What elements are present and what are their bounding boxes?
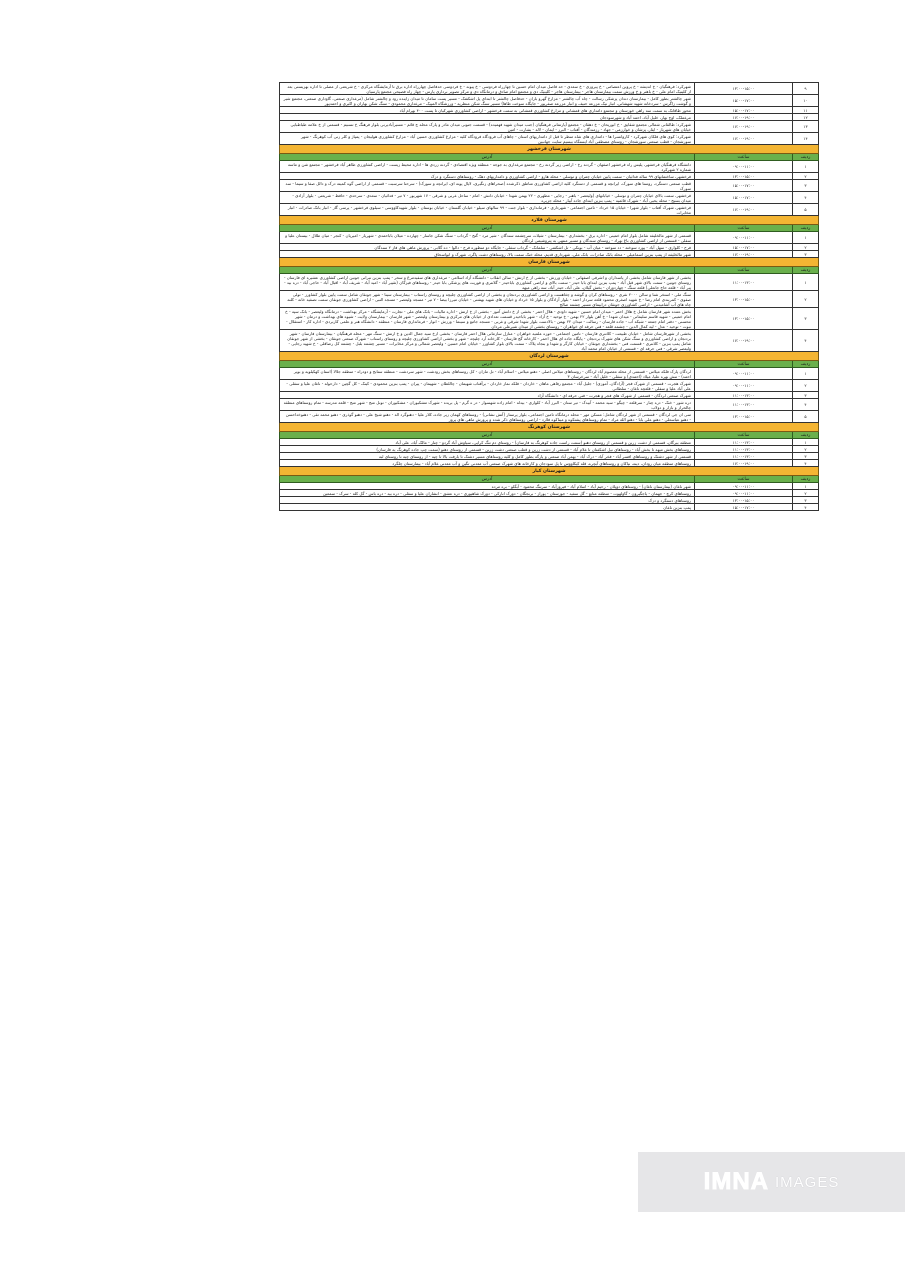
address-cell: دره شور - خنک - دره چنار - سرقلعه - چیگو - سید محمد - آبیدک - تیر ستان - البرز آباد - کلواری - بیدله - امام زاده شهسوار - در ه گرم - پل بریده - شهرک مشکبوران - مشکبوران - تونل منج - شهر منج - قلعه مدرسه - تمام روستاهای منطقه چالحراز و بازار و دولاب	[280, 399, 695, 411]
time-range: ۱۷:۰۰-۱۹:۰۰	[695, 204, 793, 216]
time-range: ۱۷:۰۰-۱۹:۰۰	[695, 251, 793, 258]
address-cell: روستاهای بخش میهه تا بخش آباد - روستاهای نیل اشکفتان تا غلام آباد - قسمتی از دشت زرین و قطب صنعتی دشت زرین - قسمتی از روستای دهنو (سمت چپ جاده کوهرنگ به فارسان)	[280, 446, 695, 453]
address-cell: شهرکرد: کوی های فلکان شهرکرد - کاروانسرا ها - دامداری های شاه منظر تا قبل از دامداریهای استان - چاهای آب فرودگاه فرودگاه کلیه - مزارع کشاورزی حسین آباد - مزارع کشاورزی هولیجان - پمپاژ و کلر زنی آب کوهرنگ - شهر سورشجان - قطب صنعتی سورشجان - روستای مصطفی آباد ایستگاه بیسیم سایت جهانبین	[280, 133, 695, 145]
time-range: ۱۱:۰۰-۱۳:۰۰	[695, 446, 793, 453]
row-number: ۳	[793, 308, 819, 330]
table-row	[280, 204, 819, 216]
time-range: ۱۱:۰۰-۱۳:۰۰	[695, 392, 793, 399]
table-row	[280, 380, 819, 392]
time-range: ۱۱:۰۰-۱۳:۰۰	[695, 453, 793, 460]
schedule-table	[279, 82, 819, 511]
table-header-row	[280, 361, 819, 368]
row-number: ۱۰	[793, 95, 819, 107]
address-cell: بخشی از شهر فارسان شامل بخشی از پاسداران و اشرفی اصفهانی - خیابان ورزش - بخشی از خ ارتش - سالن انقلاب - دانشگاه آزاد اسلامی - مرغداری های سفیدمرغ و سحر - پمپ بنزین نیرانی جونین اراضی کشاورزی عشیره ای فارسان - روستای جونین - سمت بالای شهر قبل آباد - پمپ بنزین ابتدای بابا حیدر - سمت بالای و اراضی کشاورزی باباحیدر - گلانتری و فوریت های پزشکی بابا حیدر - روستاهای فیزگان (تقییر آباد - امید آباد - شریف آباد - اقبال آباد - حاجی آباد - دره بید - پیر آباد - قلعه حاج جانعلی) قلعه سنگ - چهاردوران - بخش گیلان، علی آباد، حیدر آباد، سه راهی میهه	[280, 274, 695, 291]
header-row-number: ردیف	[793, 154, 819, 161]
table-row	[280, 308, 819, 330]
time-range: ۱۵:۰۰-۱۷:۰۰	[695, 95, 793, 107]
header-address: آدرس	[280, 476, 695, 483]
header-row-number: ردیف	[793, 225, 819, 232]
county-section-title	[280, 216, 819, 225]
time-range: ۱۵:۰۰-۱۷:۰۰	[695, 192, 793, 204]
header-time: ساعت	[695, 267, 793, 274]
table-row	[280, 483, 819, 490]
row-number: ۳	[793, 392, 819, 399]
imna-logo: IMNA	[703, 1168, 769, 1195]
row-number: ۳	[793, 180, 819, 192]
row-number: ۳	[793, 497, 819, 504]
table-row	[280, 83, 819, 95]
time-range: ۱۷:۰۰-۱۹:۰۰	[695, 460, 793, 467]
table-row	[280, 161, 819, 173]
time-range: ۱۷:۰۰-۱۹:۰۰	[695, 133, 793, 145]
address-cell: قسمتی از شهر مالخلیفه شامل بلوار امام خمینی - اداره برق - بخشداری - بیمارستان - شیلات سرچشمه سندگان - شیر مرد - گنج - گرداب - سنگ شکن جاسار - چهارده - میلان باباحمدی - شهریار - امیریان - کنجر - میان طلال - بیستان علیا و سفلی - قسمتی از اراضی کشاورزی باغ بهراد - روستای سندگان و مسیر منتهی به پتروشیمی لردگان	[280, 232, 695, 244]
table-row	[280, 392, 819, 399]
table-header-row	[280, 432, 819, 439]
county-section-title	[280, 258, 819, 267]
address-cell: شهرک صنعتی لردگان - قسمتی از شهرک های فجر و هجرت - فنی حرفه ای - دانشگاه آزاد	[280, 392, 695, 399]
table-row	[280, 244, 819, 251]
time-range: ۱۱:۰۰-۱۳:۰۰	[695, 439, 793, 446]
time-range: ۱۳:۰۰-۱۵:۰۰	[695, 291, 793, 308]
blackout-schedule-document	[280, 82, 819, 511]
county-section-title	[280, 352, 819, 361]
header-time: ساعت	[695, 154, 793, 161]
table-row	[280, 399, 819, 411]
county-title: شهرستان فارسان	[280, 258, 819, 267]
table-row	[280, 107, 819, 114]
table-row	[280, 114, 819, 121]
table-row	[280, 453, 819, 460]
header-time: ساعت	[695, 432, 793, 439]
table-row	[280, 173, 819, 180]
table-header-row	[280, 267, 819, 274]
time-range: ۱۳:۰۰-۱۵:۰۰	[695, 173, 793, 180]
table-row	[280, 251, 819, 258]
row-number: ۱۴	[793, 133, 819, 145]
address-cell: فرخشهر، سمت بالای خیابان چمران و توسلی - خیابانهای (ولیعصر - باهنر - رجایی - مطهری - ۲۲ بهمن شهدا - خیابان دانش - امام - ساحل غربی و شرقی - ۱۷ شهریور - ۷ تیر - فدائیان - سعدی - سرحدی - حافظ - شریعتی - بلوار آزادی - میدان بسیج - محله یحیی آباد - شهرک قائمیه - پمپ بنزین ابتدای جاده آبیار - محله جزیره	[280, 192, 695, 204]
address-cell: لردگان پارک فلکه میلاس - قسمتی از محله معصوم آباد لردگان - روستاهای میلاس اصلی - دهنو میلاس - اسلام آباد - تل مازان - کل روستاهای بخش رودشت - شهر سردشت - منطقه ستانح و دودراه - منطقه جلالا (استان کهکیلویه و بویر احمد) - تنش بهره علیا، میلاد (احمدی) و سفلی - خلیل آباد - سرخرسان ۳	[280, 368, 695, 380]
row-number: ۹	[793, 83, 819, 95]
header-row-number: ردیف	[793, 361, 819, 368]
header-time: ساعت	[695, 361, 793, 368]
row-number: ۱۱	[793, 107, 819, 114]
address-cell: سی ان جی لردگان - قسمتی از شهر لردگان شامل: مسکن مهر - محله درمانگاه تامین اجتماعی، بلوار پرستار (آتش نشانی) - روستاهای کهمان زیر جاده، کلار علیا - دهنوگرد اله - دهنو شیخ علی - دهنو گوذری - دهنو محمد تقی - دهنوخداحسن - دهنو عباسعلی - دهنو علی بابا - دهنو الله مراد - تمام روستاهای پشتکوه و میناکوه فلارد - اراضی روستاهای ذکر شده و پرورش ماهی های پروز	[280, 411, 695, 423]
address-cell: محور طاقانک به سمت سه راهی خوزستان و مجتمع دامداری های قمشانی و مزارع کشاورزی قمشانی به سمت فرخشهر - اراضی کشاورزی شهرکیان تا پست ۴۰۰ بهرام آباد	[280, 107, 695, 114]
row-number: ۴	[793, 399, 819, 411]
row-number: ۳	[793, 453, 819, 460]
row-number: ۱	[793, 274, 819, 291]
table-row	[280, 95, 819, 107]
county-title: شهرستان فرخشهر	[280, 145, 819, 154]
header-address: آدرس	[280, 267, 695, 274]
address-cell: شهرکرد: فرهنگیان - خ اندیشه - خ پروین اعتصامی - خ پیروزی - خ سعدی - حد فاصل میدان امام حسین تا چهارراه فردوسی - خ پیوند - خ فردوسی حدفاصل چهارراه اداره برق تا آزمایشگاه مرکزی - خ شریعتی از مصلی تا اداره بهزیستی بعد از کلینیک امام علی - خ باهنر و خ ورزش سمت بیمارستان هاجر - بیمارستان هاجر - کلینیک دی و مجتمع امام صادق و درمانگاه دی و مرکز تصویر برداری پارس - چهار راه فصیحی مجتمع پارسیان	[280, 83, 695, 95]
header-address: آدرس	[280, 361, 695, 368]
address-cell: شهر ناغان (بیمارستان ناغان) - روستاهای دوپلان - رحیم آباد - اسلام آباد - فیروزآباد - سرتنگ محمود - آبگلو - بره مرده	[280, 483, 695, 490]
row-number: ۲	[793, 291, 819, 308]
table-row	[280, 180, 819, 192]
table-row	[280, 330, 819, 352]
table-row	[280, 490, 819, 497]
table-row	[280, 439, 819, 446]
time-range: ۱۳:۰۰-۱۵:۰۰	[695, 411, 793, 423]
address-cell: مرغملک، اوج بهار، خلیل آباد، احمد آباد و شهرسودجان	[280, 114, 695, 121]
address-cell: فرخشهر، شهرک آفتاب - بلوار شهرا - خیابان ۱۵ خرداد - تامین اجتماعی - شهرداری - فرمانداری - بلوار جنت - ۹۹ سالهای سیلو - خیابان گلستان - خیابان بوستان - بلوار شهیدکاووسی - سیلوی فرخشهر - پرسی گاز - انبار بانک صادرات - انبار مخابرات	[280, 204, 695, 216]
row-number: ۲	[793, 173, 819, 180]
row-number: ۴	[793, 504, 819, 511]
time-range: ۱۵:۰۰-۱۷:۰۰	[695, 244, 793, 251]
schedule-table-body	[280, 83, 819, 511]
time-range: ۱۷:۰۰-۱۹:۰۰	[695, 330, 793, 352]
table-row	[280, 121, 819, 133]
time-range: ۰۹:۰۰-۱۱:۰۰	[695, 483, 793, 490]
header-address: آدرس	[280, 432, 695, 439]
time-range: ۱۷:۰۰-۱۹:۰۰	[695, 114, 793, 121]
row-number: ۱	[793, 161, 819, 173]
time-range: ۱۵:۰۰-۱۷:۰۰	[695, 504, 793, 511]
table-header-row	[280, 225, 819, 232]
header-row-number: ردیف	[793, 267, 819, 274]
row-number: ۴	[793, 192, 819, 204]
imna-images-watermark	[638, 1152, 905, 1212]
row-number: ۲	[793, 446, 819, 453]
row-number: ۱۳	[793, 121, 819, 133]
time-range: ۰۹:۰۰-۱۱:۰۰	[695, 490, 793, 497]
table-row	[280, 274, 819, 291]
table-row	[280, 291, 819, 308]
row-number: ۲	[793, 380, 819, 392]
row-number: ۴	[793, 330, 819, 352]
address-cell: شهرکرد: طالقانی شمالی مجتمع شقایق - خ ابوریحان - خ دهقان - مجتمع آپارتمانی فرهنگیان (جنب میدان شهید فهمیده) - قسمت جنوبی میدان مادر و پارک محله ج قائم - مسیرآبادیرنی بلوار فرهنگ خ تسنیم - قسمتی از خ علامه طباطبایی خیابان های شهریار - ایثار، پزشان و خوارزمی - جهاد - رزمندگان - آفتاب - البرز - ایمان - لاله - بشارت - امین	[280, 121, 695, 133]
table-row	[280, 497, 819, 504]
time-range: ۱۵:۰۰-۱۷:۰۰	[695, 107, 793, 114]
county-title: شهرستان کیار	[280, 467, 819, 476]
address-cell: سنگ ملی - استخر شنا و سالن ۲۰۰۰ نفری - روستاهای کران و گوشه و چغاهست و اراضی کشاورزی بردنجان و بخشی از اراضی کشاورزی چلیچه و روستای راستاب - بیمارستان سینا - شهر جونقان شامل سمت پایین بلوار کشاورز - تولی صفوی - کمربندی امام رضا - خ شهید اصغری محمود قلعه سردار احمد - بلوار آزادگان و بلوار ۱۵ خرداد و خیابان های شهید بهشتی - خیابان میرزا بیضا - ۷ تیر - مسجد ولیعصر - مسجد النبی - اراضی کشاورزی جونقان سمت تصفیه خانه - کلنه چاه های آب آشامیدنی - اراضی کشاورزی جونقان درابیمای مسیر چشمه صالح	[280, 291, 695, 308]
row-number: ۴	[793, 460, 819, 467]
header-address: آدرس	[280, 225, 695, 232]
images-label: IMAGES	[774, 1173, 840, 1191]
table-row	[280, 232, 819, 244]
row-number: ۲	[793, 244, 819, 251]
address-cell: بخش عمده شهر فارسان شامل خ هلال احمر - میدان امام حسین - شهید داودی - هلال احمر - بخشی از خ دانش آموز - بخشی از خ ارتش - اداره مالیات - بانک های ملی - تجارت - آزمایشگاه - مرکز بهداشت - درمانگاه ولیعصر - بانک سپه - خ امام خمینی - شهید قاسم سلیمانی - میدان شهدا - خ آهن بلوار ۲۲ بهمن - خ توحید - خ آزاد - شهر باباحیدر قسمت تعدادی از خیابان های مرکزی و بیمارستان ولیعصر - شهر فارسان - بیمارستان ولایت - شیوه های بهداشت و درمان - شهر محسنی - دفتر امام جمعه - شبکه آب - جاده فارسان - رسالت - میدان ۲۲ بهمن - بالادست بلوار شهدا شرقی و غربی - مسجد جامع و سینما - ورزش - انوار - فرمانداری فارسان - منطقه - دانشگاه هنر و علمی کاربردی - اداره کار - استقلال - نبوت - توحید - عدل - لیه کمال الدین - چشمه قلعه - فنی حرفه ای خواهران - روستای بخشی از میدان شیرعلی مردان	[280, 308, 695, 330]
row-number: ۱۲	[793, 114, 819, 121]
table-row	[280, 192, 819, 204]
address-cell: شهرک هجرت - قسمتی از شهرک فجر (آزادگان، آموزی) - جلیل آباد - مجتمع رفاهی ماهان - خاردان - فلکه نماز خاردان - برآفتاب شهیمان - چاللطان - شهیمان - پیران - پمپ بنزین محمودی - کینک - کل گچین - دارحوله - ناغان علیا و سفلی - علی آباد علیا و سفلی - قلعچه ناغان - سلطانی	[280, 380, 695, 392]
row-number: ۱	[793, 439, 819, 446]
time-range: ۱۱:۰۰-۱۳:۰۰	[695, 399, 793, 411]
table-header-row	[280, 154, 819, 161]
time-range: ۱۵:۰۰-۱۷:۰۰	[695, 180, 793, 192]
table-row	[280, 460, 819, 467]
time-range: ۱۳:۰۰-۱۵:۰۰	[695, 308, 793, 330]
row-number: ۵	[793, 411, 819, 423]
header-row-number: ردیف	[793, 476, 819, 483]
table-row	[280, 411, 819, 423]
address-cell: فرخشهر، ساختمانهای ۹۹ ساله فدائیان - سمت پایین خیابان چمران و توسلی - محله هارو - اراضی کشاورزی و دامداریهای دهک - روستاهای دستگرد و دزک	[280, 173, 695, 180]
table-row	[280, 133, 819, 145]
county-section-title	[280, 145, 819, 154]
row-number: ۵	[793, 204, 819, 216]
address-cell: روستاهای دستگرد و دزک	[280, 497, 695, 504]
table-row	[280, 446, 819, 453]
header-time: ساعت	[695, 476, 793, 483]
address-cell: منطقه بیرگان، قسمتی از دشت زرین و قسمتی از روستای دهنو (سمت راست جاده کوهرنگ به فارسان) - روستای دم تنگ کرایی، سیاوش آباد گردو - چنار - مالک آباد، علی آباد	[280, 439, 695, 446]
address-cell: روستاهای منطقه میان رودان، دینه، نیاکان و روستاهای آبچره، قله کیکاووس تا پل سودجان و کارخانه های شهرک صنعتی آب معدنی تگین و آب معدنی غلام آباد - بیمارستان چلگرد	[280, 460, 695, 467]
time-range: ۱۷:۰۰-۱۹:۰۰	[695, 121, 793, 133]
row-number: ۱	[793, 368, 819, 380]
row-number: ۳	[793, 251, 819, 258]
header-time: ساعت	[695, 225, 793, 232]
time-range: ۰۹:۰۰-۱۱:۰۰	[695, 232, 793, 244]
row-number: ۱	[793, 232, 819, 244]
address-cell: دانشگاه فرهنگیان فرخشهر، پلیس راه فرخشهر اصفهان - گردنه رخ - اراضی زیر گردنه رخ - مجتمع مرغداری به جوجه - منطقه ویژه اقتصادی - گردنه زردی ها - اداره محیط زیست - اراضی کشاورزی طاهر آباد فرخشهر - مجتمع شن و ماسه شماره ۲ شهرکرد	[280, 161, 695, 173]
address-cell: پمپ بنزین ناغان	[280, 504, 695, 511]
header-row-number: ردیف	[793, 432, 819, 439]
row-number: ۲	[793, 490, 819, 497]
header-address: آدرس	[280, 154, 695, 161]
address-cell: بخشی از شهرفارسان شامل - خیابان طبیعت - کلانتری فارسان - تامین اجتماعی - حوزه علمیه خواهران - منازل سازمانی هلال احمر فارسان - بخشی ازخ سید جمال الدین و خ ارتش - سنگ مهر - محله فرهنگیان - بیمارستان فارسان - شهر بردنجان و اراضی کشاورزی و سنگ شکن های شهرک بردنجان - پایگاه جاده ای هلال احمر - کارخانه گچ فارسان - کارخانه آرد چلیچه - شهر و بخشی اراضی کشاورزی چلیچه و روستای راستاب - شهرک صنعتی جونقان - بخشی از شهر جونقان شامل پمپ بنزین - کلانتری - قسمت فنی - بخشداری جونقان - خیابان کارگر و شهدا و بنجاه پلاک - سمت بالای بلوار کشاورز - خیابان امام حسین - ولیعصر شمالی و مرکز مخابرات - مسیر چشمه بلبل - چشمه کل رضاقلی - خ شهید رجایی - ولیعصر شرقی - فنی حرفه ای - قسمتی از خیابان امام محمد آباد	[280, 330, 695, 352]
county-title: شهرستان لردگان	[280, 352, 819, 361]
address-cell: قسمتی از شهر دشتک و روستاهای افسر آباد - فخر آباد - درک آباد - بهمن آباد صنعتی و پارگه بطور کامل و کلیه روستاهای مسیر دشتک تا بارفت بالا تا چیه - از روستای چیه تا روستای لبه	[280, 453, 695, 460]
county-section-title	[280, 423, 819, 432]
time-range: ۰۹:۰۰-۱۱:۰۰	[695, 368, 793, 380]
address-cell: فرح - کلواری - سهل آباد - پورد سوخته - دد سوخته - میان آب - بونکی - تل اشکفتی - سلمانک - گرداب سفلی - جایگاه دو منظوره فرج - دالوا - ده گلابی - پرورش ماهی های فاز ۲ سندگان	[280, 244, 695, 251]
county-section-title	[280, 467, 819, 476]
county-title: شهرستان کوهرنگ	[280, 423, 819, 432]
time-range: ۰۹:۰۰-۱۱:۰۰	[695, 380, 793, 392]
address-cell: شهر چالشتر بطور کامل - بیمارستان دندان پزشکی رسالت - چاه آب چالشتر - مزارع گهرو باران - حدفاصل چالشتر تا ابتدای پل اشکفتک - مسیر پست سامان تا میدان زاینده رود و چالشتر شامل (مرغداری صنعتی، گاوداری صنعتی، مجتمع شیر و گوشت زاگرس - سردخانه شهید شهشانی، انبار نیک مزرعه حنیف و انبار مزرعه صفرپور - جایگاه سوخت طاها) مسیر سنگ شکن منظریه - ورزشگاه المپیک - مرغداری محمودی - سنگ شکن بهاران و اکبری و احمدپور	[280, 95, 695, 107]
address-cell: روستاهای کرچ - جهمان - یاجگیرون - گاولهوت - منطقه منابع - گل سفید - جوزستان - پوراز - برنجگان - دورک انارکی - دورک شاهیوری - دره عشق - انشاران علیا و سفلی - دره بید - دره باس - گل کله - سرک - سمعین	[280, 490, 695, 497]
time-range: ۱۱:۰۰-۱۳:۰۰	[695, 274, 793, 291]
time-range: ۰۹:۰۰-۱۱:۰۰	[695, 161, 793, 173]
time-range: ۱۳:۰۰-۱۵:۰۰	[695, 497, 793, 504]
table-row	[280, 368, 819, 380]
county-title: شهرستان فلارد	[280, 216, 819, 225]
table-row	[280, 504, 819, 511]
time-range: ۱۳:۰۰-۱۵:۰۰	[695, 83, 793, 95]
address-cell: شهر مالخلیفه از پمپ بنزین اسماعیلی - محله بانک صادرات، بانک ملی، شهرداری قدیم، محله خنک سمت بالا، روستاهای دشت پاگرد، شهرک و ابواسحاق	[280, 251, 695, 258]
row-number: ۱	[793, 483, 819, 490]
address-cell: قطب صنعتی دستگرد، روستا های سورک، ایرانچه و قسمتی از دستگرد کلیه اراضی کشاورزی مناطق ذکرشده (صحراهای زنگیری، لایال پونه ای، ایرانچه و سورک) - سرحنا سرسبت - قسمتی از اراضی گوه کمیته درک و دالل صفا و سیما - سد سورک	[280, 180, 695, 192]
table-header-row	[280, 476, 819, 483]
